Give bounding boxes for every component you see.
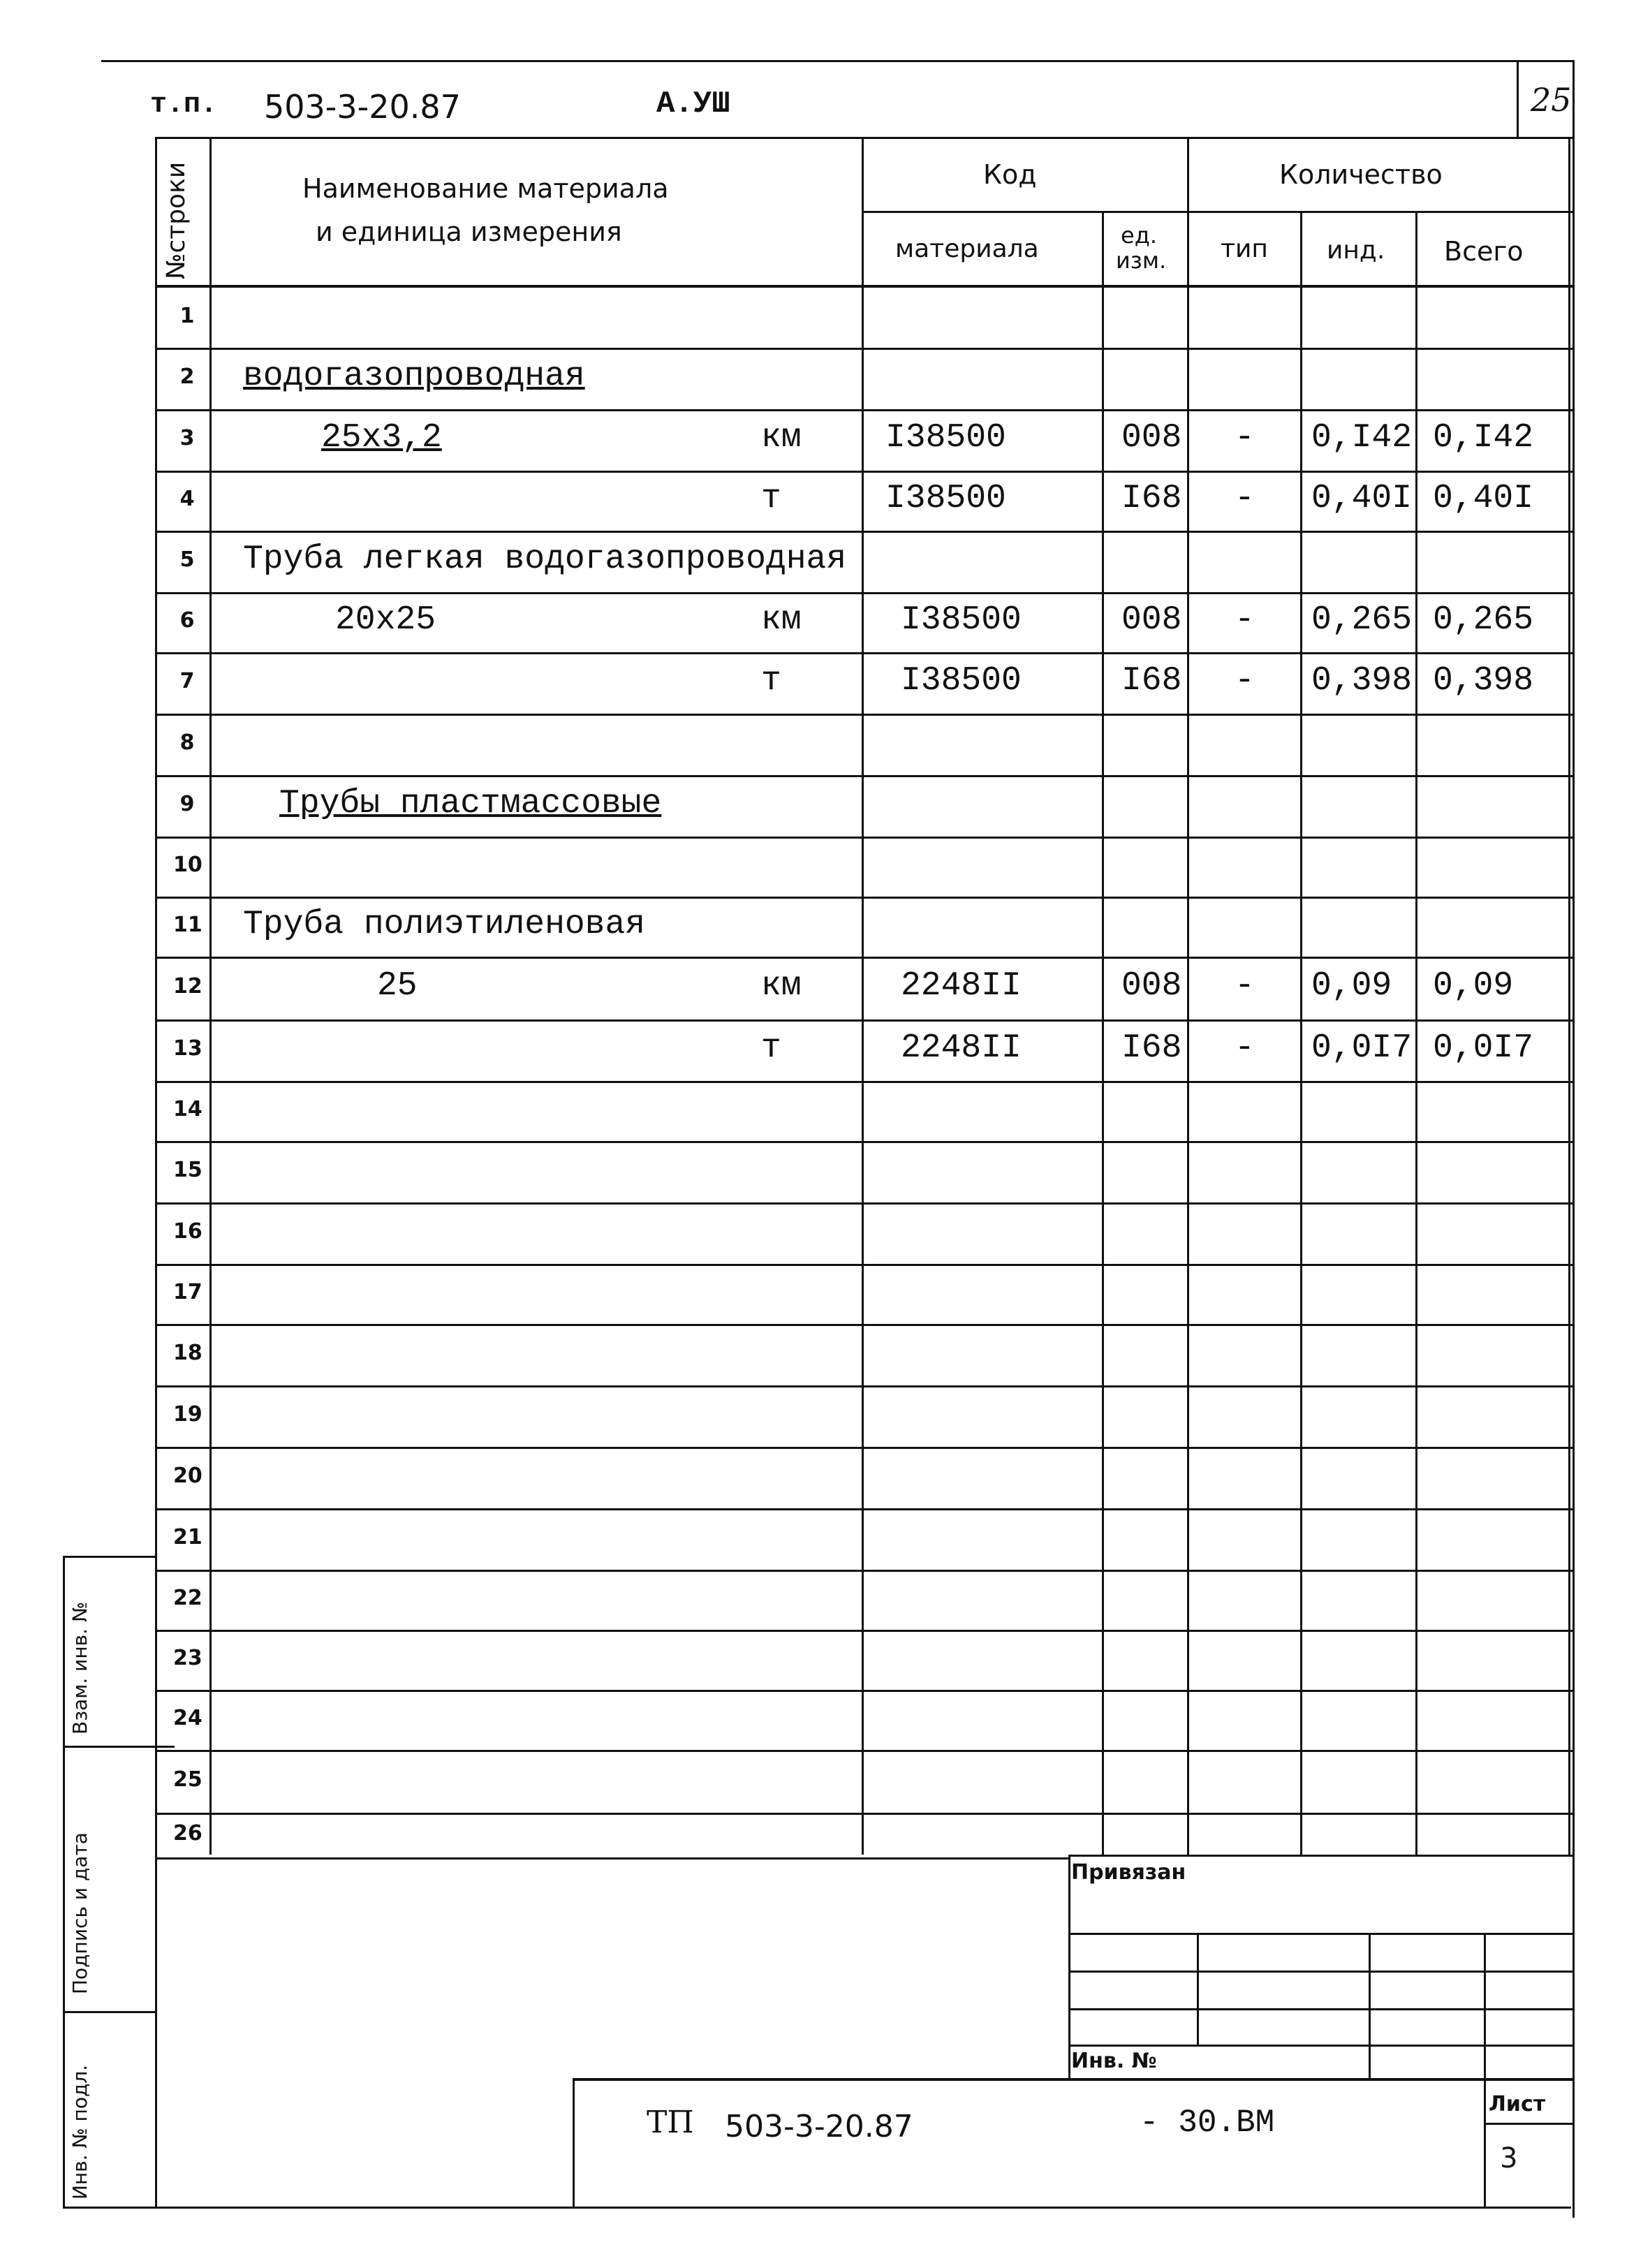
cell-type: - (1235, 1029, 1255, 1067)
cell-unit: км (761, 967, 802, 1005)
header-row-no: №строки (162, 161, 191, 279)
cell-material: 2248II (901, 1029, 1022, 1067)
cell-type: - (1235, 601, 1255, 639)
header-name-line1: Наименование материала (302, 173, 669, 204)
cell-total: 0,I42 (1433, 419, 1534, 457)
row-number: 17 (173, 1280, 202, 1304)
cell-total: 0,0I7 (1433, 1029, 1534, 1067)
row-number: 22 (173, 1586, 202, 1610)
row-number: 1 (179, 304, 195, 328)
cell-unit-code: 008 (1121, 601, 1182, 639)
header-tp: т.п. (150, 89, 218, 121)
frame-right (1572, 60, 1575, 2218)
cell-unit: км (761, 601, 802, 639)
cell-material: I38500 (901, 662, 1022, 700)
cell-unit: т (761, 1029, 781, 1067)
row-number: 25 (173, 1767, 202, 1792)
header-total: Всего (1444, 236, 1524, 267)
header-album: А.УШ (656, 87, 730, 122)
header-ind: инд. (1327, 236, 1385, 265)
cell-name: Труба легкая водогазопроводная (243, 540, 847, 578)
cell-ind: 0,09 (1311, 967, 1392, 1005)
cell-unit-code: I68 (1121, 1029, 1182, 1067)
cell-type: - (1235, 967, 1255, 1005)
row-number: 6 (179, 608, 195, 633)
cell-name: 25 (377, 967, 418, 1005)
row-number: 26 (173, 1821, 202, 1846)
cell-total: 0,398 (1433, 662, 1534, 700)
row-number: 8 (179, 730, 195, 755)
header-type: тип (1221, 235, 1268, 263)
cell-name: водогазопроводная (243, 358, 585, 395)
cell-name: 20х25 (335, 601, 436, 639)
cell-unit: км (761, 419, 802, 457)
cell-name: 25х3,2 (321, 419, 442, 457)
header-unit-line1: ед. (1121, 222, 1157, 249)
cell-type: - (1235, 419, 1255, 457)
cell-ind: 0,0I7 (1311, 1029, 1413, 1067)
cell-unit: т (761, 662, 781, 700)
row-number: 11 (173, 913, 202, 937)
frame-top (101, 60, 1575, 62)
header-material: материала (895, 235, 1039, 263)
cell-unit-code: I68 (1121, 662, 1182, 700)
header-name-line2: и единица измерения (316, 216, 622, 247)
row-number: 2 (179, 364, 195, 389)
header-project-code: 503-3-20.87 (264, 88, 461, 126)
cell-name: Труба полиэтиленовая (243, 906, 646, 943)
row-number: 18 (173, 1341, 202, 1365)
cell-type: - (1235, 480, 1255, 517)
row-number: 20 (173, 1464, 202, 1488)
row-number: 12 (173, 974, 202, 999)
row-number: 10 (173, 853, 202, 877)
header-quantity: Количество (1279, 159, 1443, 190)
side-inv-podl-label: Инв. № подл. (68, 2064, 91, 2200)
row-number: 13 (173, 1036, 202, 1061)
cell-ind: 0,I42 (1311, 419, 1413, 457)
row-number: 9 (179, 792, 195, 816)
stamp-list-value: 3 (1500, 2142, 1518, 2174)
cell-material: I38500 (885, 419, 1006, 457)
cell-material: 2248II (901, 967, 1022, 1005)
row-number: 23 (173, 1646, 202, 1670)
stamp-tp: ТП (647, 2105, 694, 2140)
cell-type: - (1235, 662, 1255, 700)
stamp-list-label: Лист (1489, 2092, 1546, 2116)
row-number: 21 (173, 1525, 202, 1549)
stamp-suffix: - 30.ВМ (1140, 2105, 1275, 2141)
stamp-code: 503-3-20.87 (725, 2109, 913, 2144)
row-number: 14 (173, 1097, 202, 1121)
row-number: 16 (173, 1219, 202, 1244)
cell-unit: т (761, 480, 781, 517)
header-code: Код (983, 159, 1037, 190)
cell-total: 0,09 (1433, 967, 1514, 1005)
side-vzam-label: Взам. инв. № (68, 1601, 91, 1735)
row-number: 24 (173, 1706, 202, 1730)
row-number: 4 (179, 487, 195, 511)
page-number-box-left (1517, 60, 1519, 137)
frame-bottom (63, 2207, 1571, 2209)
cell-material: I38500 (885, 480, 1006, 517)
row-number: 19 (173, 1402, 202, 1427)
row-number: 3 (179, 426, 195, 450)
cell-total: 0,40I (1433, 480, 1534, 517)
cell-material: I38500 (901, 601, 1022, 639)
cell-unit-code: 008 (1121, 967, 1182, 1005)
stamp-privyazan: Привязан (1071, 1860, 1186, 1885)
side-podpis-label: Подпись и дата (68, 1832, 91, 1994)
cell-ind: 0,265 (1311, 601, 1413, 639)
cell-ind: 0,40I (1311, 480, 1413, 517)
cell-total: 0,265 (1433, 601, 1534, 639)
cell-name: Трубы пластмассовые (279, 785, 662, 823)
header-unit-line2: изм. (1116, 247, 1167, 274)
row-number: 5 (179, 547, 195, 572)
row-number: 7 (179, 669, 195, 693)
row-number: 15 (173, 1158, 202, 1182)
cell-unit-code: 008 (1121, 419, 1182, 457)
stamp-inv-no: Инв. № (1071, 2049, 1157, 2073)
page-number: 25 (1531, 81, 1572, 119)
cell-unit-code: I68 (1121, 480, 1182, 517)
cell-ind: 0,398 (1311, 662, 1413, 700)
